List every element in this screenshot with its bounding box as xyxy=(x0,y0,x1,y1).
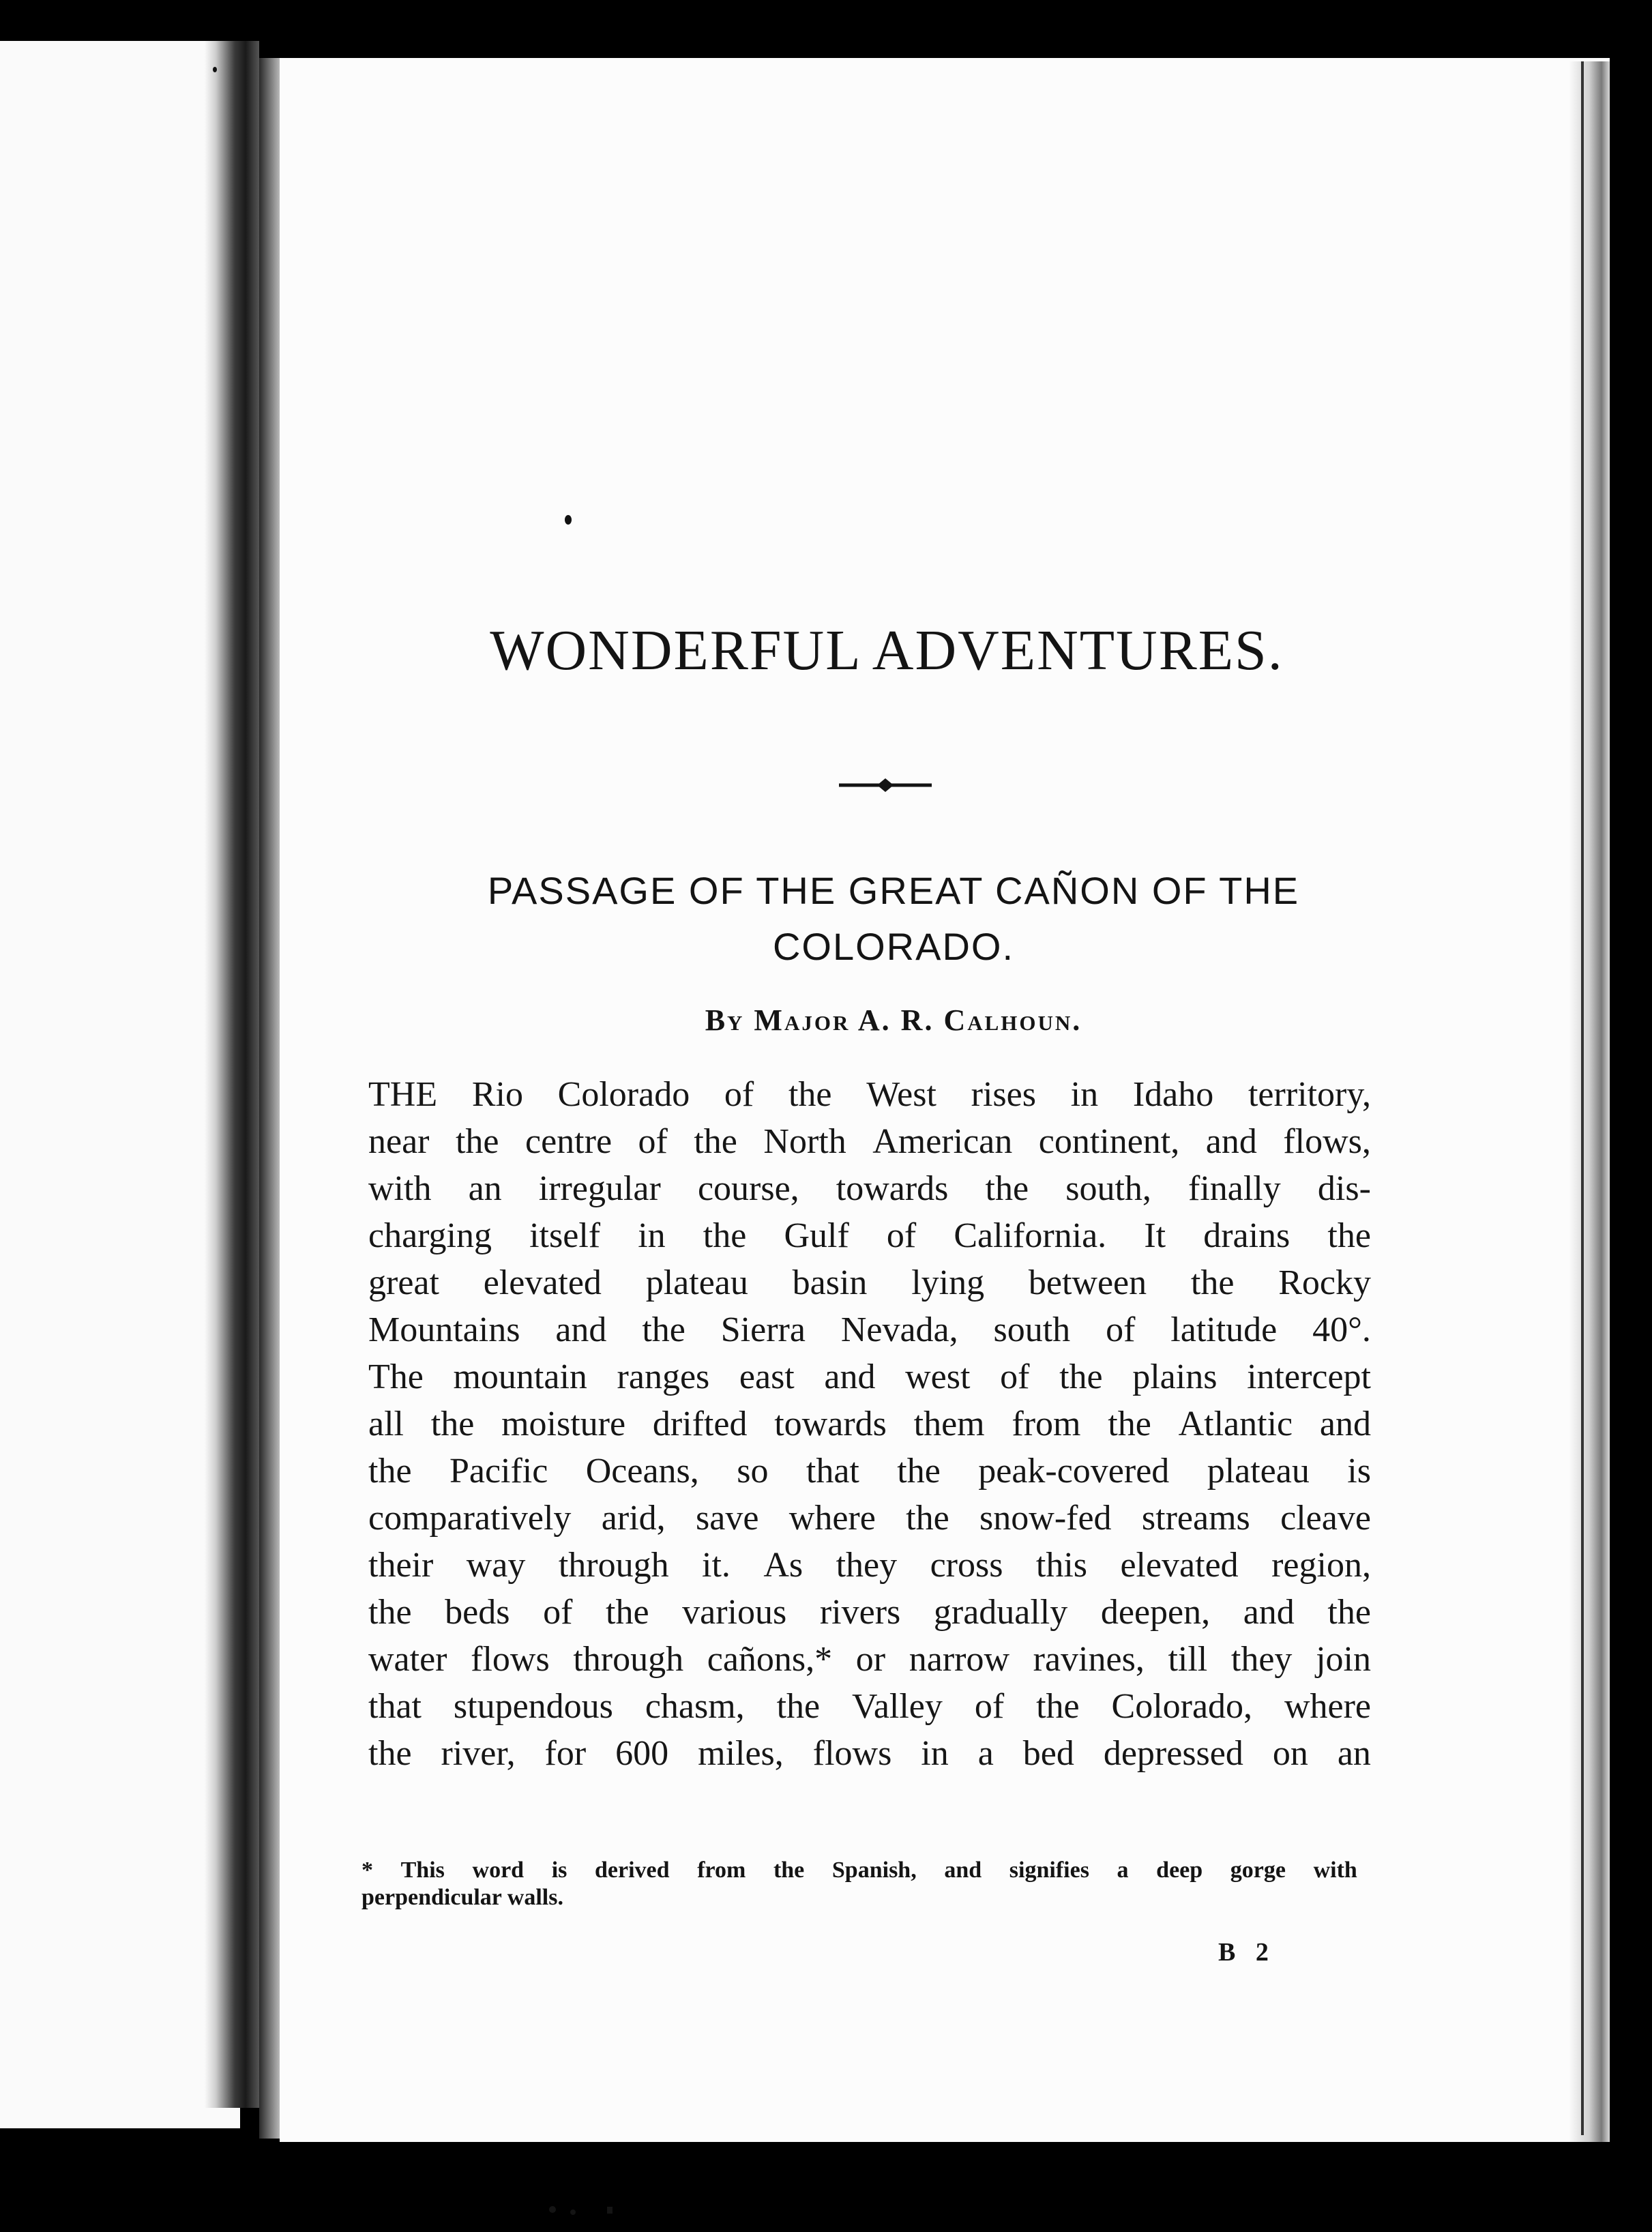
word: deepen, xyxy=(1100,1593,1211,1632)
word: latitude xyxy=(1170,1310,1278,1349)
word: the xyxy=(897,1452,941,1491)
word: and xyxy=(1319,1405,1371,1443)
word: the xyxy=(906,1499,949,1538)
word: near xyxy=(368,1122,430,1161)
word: chasm, xyxy=(645,1687,745,1726)
word: is xyxy=(1347,1452,1371,1491)
word: the xyxy=(703,1216,747,1255)
word: and xyxy=(1243,1593,1295,1632)
chapter-title: PASSAGE OF THE GREAT CAÑON OF THE COLORADO. xyxy=(487,869,1300,968)
word: join xyxy=(1316,1640,1371,1679)
word: 40°. xyxy=(1312,1310,1371,1349)
word: As xyxy=(763,1546,803,1585)
word: cañons,* xyxy=(707,1640,833,1679)
word: save xyxy=(696,1499,759,1538)
word: their xyxy=(368,1546,434,1585)
word: of xyxy=(638,1122,668,1161)
word: beds xyxy=(445,1593,510,1632)
word: the xyxy=(1327,1593,1371,1632)
word: snow-fed xyxy=(979,1499,1112,1538)
body-line xyxy=(368,1589,1371,1636)
word: elevated xyxy=(483,1263,602,1302)
word: This xyxy=(400,1857,445,1883)
word: itself xyxy=(529,1216,601,1255)
word: and xyxy=(1205,1122,1257,1161)
word: the xyxy=(642,1310,685,1349)
page-title: WONDERFUL ADVENTURES. xyxy=(490,619,1284,682)
body-line xyxy=(368,1730,1371,1777)
word: irregular xyxy=(538,1169,661,1208)
word: 600 xyxy=(615,1734,669,1773)
word: mountain xyxy=(453,1357,587,1396)
footnote-line xyxy=(362,1857,1357,1884)
word: The xyxy=(368,1357,424,1396)
word: finally xyxy=(1188,1169,1281,1208)
body-line xyxy=(368,1071,1371,1118)
word: arid, xyxy=(601,1499,666,1538)
word: Spanish, xyxy=(831,1857,917,1883)
word: Valley xyxy=(852,1687,943,1726)
word: towards xyxy=(836,1169,949,1208)
word: this xyxy=(1035,1546,1088,1585)
word: centre xyxy=(525,1122,613,1161)
word: cross xyxy=(930,1546,1003,1585)
word: the xyxy=(1327,1216,1371,1255)
word: It xyxy=(1144,1216,1166,1255)
ink-speck xyxy=(213,67,217,72)
word: water xyxy=(368,1640,447,1679)
word: them xyxy=(913,1405,985,1443)
word: continent, xyxy=(1038,1122,1180,1161)
word: drains xyxy=(1203,1216,1290,1255)
word: elevated xyxy=(1120,1546,1239,1585)
word: that xyxy=(368,1687,422,1726)
body-line xyxy=(368,1353,1371,1400)
word: word xyxy=(472,1857,525,1883)
word: where xyxy=(788,1499,876,1538)
word: great xyxy=(368,1263,439,1302)
word: of xyxy=(1000,1357,1030,1396)
word: Colorado, xyxy=(1111,1687,1253,1726)
word: Sierra xyxy=(720,1310,806,1349)
word: where xyxy=(1284,1687,1371,1726)
word: course, xyxy=(697,1169,799,1208)
body-line xyxy=(368,1542,1371,1589)
word: between xyxy=(1028,1263,1147,1302)
word: west xyxy=(905,1357,971,1396)
word: of xyxy=(886,1216,917,1255)
word: dis- xyxy=(1317,1169,1371,1208)
body-line xyxy=(368,1400,1371,1448)
word: derived xyxy=(595,1857,670,1883)
word: south, xyxy=(1065,1169,1151,1208)
word: Atlantic xyxy=(1178,1405,1293,1443)
byline: By Major A. R. Calhoun. xyxy=(705,1003,1082,1037)
word: for xyxy=(544,1734,587,1773)
word: with xyxy=(1313,1857,1357,1883)
word: is xyxy=(551,1857,567,1883)
footnote-line: perpendicular walls. xyxy=(362,1885,563,1910)
word: ranges xyxy=(617,1357,710,1396)
word: flows xyxy=(471,1640,550,1679)
word: THE xyxy=(368,1075,438,1114)
body-line xyxy=(368,1495,1371,1542)
word: plateau xyxy=(1207,1452,1310,1491)
word: in xyxy=(638,1216,666,1255)
word: intercept xyxy=(1247,1357,1371,1396)
word: plains xyxy=(1132,1357,1218,1396)
word: of xyxy=(724,1075,754,1114)
word: of xyxy=(1106,1310,1136,1349)
word: miles, xyxy=(698,1734,784,1773)
word: from xyxy=(697,1857,746,1883)
word: flows, xyxy=(1283,1122,1371,1161)
body-line xyxy=(368,1118,1371,1165)
word: all xyxy=(368,1405,404,1443)
word: a xyxy=(977,1734,994,1773)
word: the xyxy=(1190,1263,1235,1302)
word: south xyxy=(993,1310,1071,1349)
ornament-divider-icon xyxy=(838,774,933,795)
word: they xyxy=(836,1546,898,1585)
word: the xyxy=(1059,1357,1103,1396)
word: drifted xyxy=(652,1405,748,1443)
word: an xyxy=(1337,1734,1371,1773)
word: through xyxy=(558,1546,669,1585)
word: West xyxy=(866,1075,936,1114)
word: Rocky xyxy=(1278,1263,1371,1302)
word: narrow xyxy=(909,1640,1010,1679)
page-edge-line xyxy=(1581,61,1584,2135)
word: gradually xyxy=(933,1593,1068,1632)
word: the xyxy=(694,1122,737,1161)
word: lying xyxy=(911,1263,985,1302)
word: Gulf xyxy=(784,1216,849,1255)
word: of xyxy=(543,1593,573,1632)
word: region, xyxy=(1271,1546,1371,1585)
ink-speck xyxy=(565,515,572,525)
body-line xyxy=(368,1448,1371,1495)
word: North xyxy=(763,1122,846,1161)
word: peak-covered xyxy=(978,1452,1170,1491)
word: the xyxy=(1036,1687,1080,1726)
word: from xyxy=(1012,1405,1081,1443)
word: comparatively xyxy=(368,1499,572,1538)
word: they xyxy=(1230,1640,1293,1679)
word: Colorado xyxy=(557,1075,690,1114)
word: a xyxy=(1117,1857,1129,1883)
word: the xyxy=(606,1593,649,1632)
word: deep xyxy=(1156,1857,1203,1883)
word: the xyxy=(430,1405,475,1443)
word: the xyxy=(776,1687,821,1726)
word: rises xyxy=(971,1075,1036,1114)
word: Pacific xyxy=(449,1452,548,1491)
word: stupendous xyxy=(453,1687,613,1726)
word: territory, xyxy=(1248,1075,1371,1114)
word: streams xyxy=(1141,1499,1250,1538)
word: moisture xyxy=(501,1405,626,1443)
word: the xyxy=(368,1593,412,1632)
word: Idaho xyxy=(1132,1075,1214,1114)
word: with xyxy=(368,1169,432,1208)
body-line xyxy=(368,1306,1371,1353)
word: in xyxy=(1070,1075,1099,1114)
word: * xyxy=(362,1857,373,1883)
word: way xyxy=(466,1546,526,1585)
word: various xyxy=(682,1593,787,1632)
word: the xyxy=(1108,1405,1151,1443)
word: so xyxy=(737,1452,769,1491)
word: on xyxy=(1272,1734,1308,1773)
word: Rio xyxy=(471,1075,523,1114)
word: California. xyxy=(954,1216,1107,1255)
word: Mountains xyxy=(368,1310,520,1349)
word: the xyxy=(773,1857,805,1883)
ink-marks-icon xyxy=(546,2200,628,2220)
word: cleave xyxy=(1280,1499,1371,1538)
word: the xyxy=(788,1075,832,1114)
word: charging xyxy=(368,1216,492,1255)
body-text xyxy=(368,1071,1371,1777)
word: and xyxy=(555,1310,607,1349)
body-line xyxy=(368,1259,1371,1306)
word: American xyxy=(872,1122,1013,1161)
word: or xyxy=(855,1640,886,1679)
word: ravines, xyxy=(1033,1640,1145,1679)
word: the xyxy=(368,1734,412,1773)
word: signifies xyxy=(1009,1857,1089,1883)
word: that xyxy=(806,1452,859,1491)
word: towards xyxy=(774,1405,887,1443)
word: the xyxy=(985,1169,1029,1208)
word: and xyxy=(944,1857,982,1883)
word: Nevada, xyxy=(840,1310,958,1349)
word: gorge xyxy=(1230,1857,1286,1883)
word: in xyxy=(921,1734,949,1773)
body-line xyxy=(368,1165,1371,1212)
word: an xyxy=(468,1169,502,1208)
word: till xyxy=(1168,1640,1208,1679)
word: it. xyxy=(702,1546,731,1585)
body-line xyxy=(368,1636,1371,1683)
word: of xyxy=(974,1687,1005,1726)
signature-mark: B 2 xyxy=(1218,1938,1275,1967)
word: east xyxy=(739,1357,795,1396)
word: basin xyxy=(792,1263,868,1302)
word: and xyxy=(824,1357,876,1396)
word: rivers xyxy=(819,1593,901,1632)
body-line xyxy=(368,1212,1371,1259)
word: the xyxy=(455,1122,499,1161)
word: the xyxy=(368,1452,412,1491)
word: depressed xyxy=(1103,1734,1243,1773)
word: bed xyxy=(1022,1734,1074,1773)
footnote xyxy=(362,1857,1357,1911)
word: Oceans, xyxy=(585,1452,699,1491)
body-line xyxy=(368,1683,1371,1730)
word: flows xyxy=(812,1734,892,1773)
word: through xyxy=(573,1640,684,1679)
word: river, xyxy=(441,1734,516,1773)
book-spine xyxy=(205,41,259,2108)
word: plateau xyxy=(645,1263,748,1302)
page-edge xyxy=(1569,61,1610,2142)
